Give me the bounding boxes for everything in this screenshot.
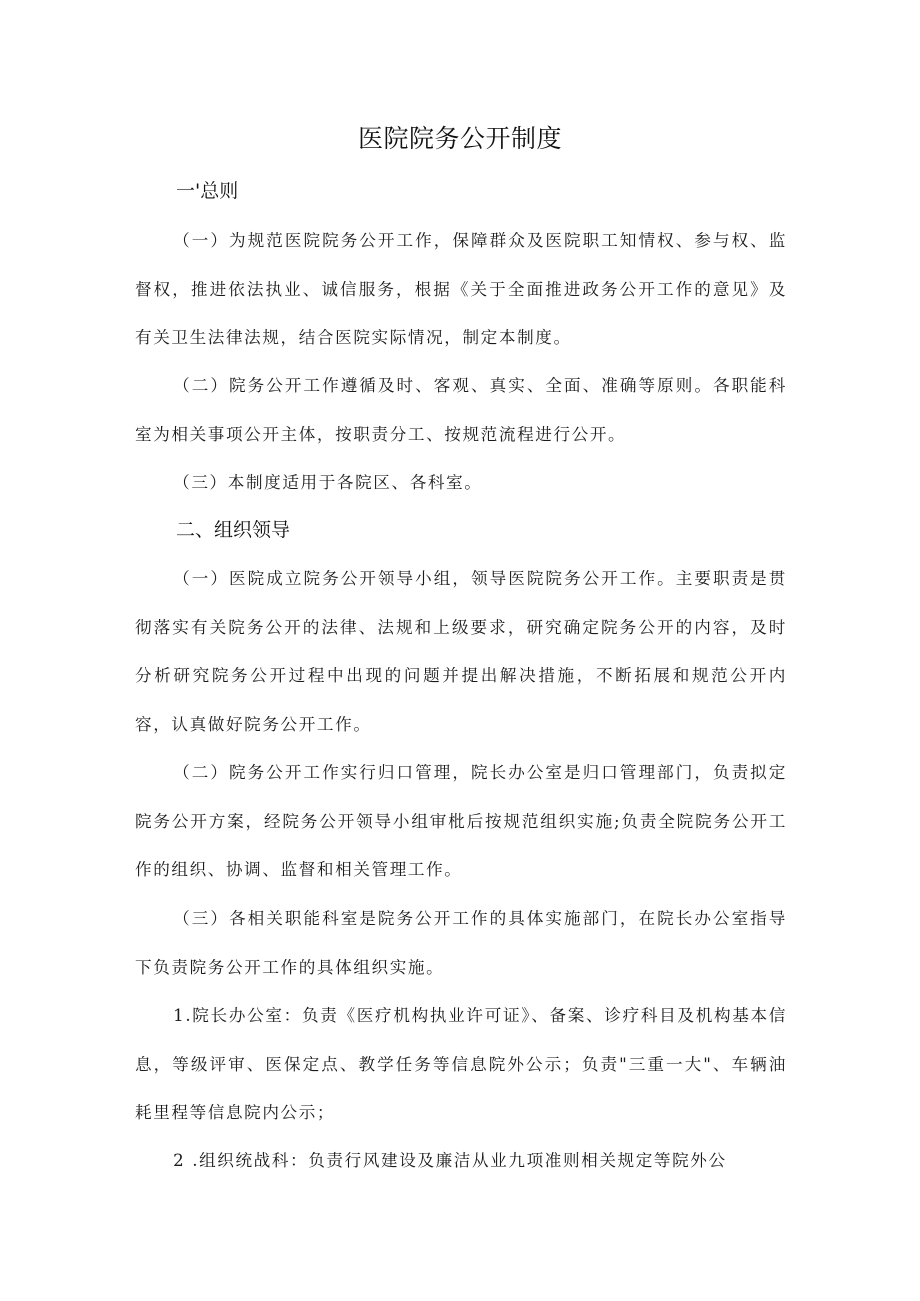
paragraph: （一）为规范医院院务公开工作，保障群众及医院职工知情权、参与权、监督权，推进依法执业、诚信服务，根据《关于全面推进政务公开工作的意见》及有关卫生法律法规，结合医院实际情况，制定本制度。 [135,231,787,347]
paragraph: （二）院务公开工作实行归口管理，院长办公室是归口管理部门，负责拟定院务公开方案，经院务公开领导小组审枇后按规范组织实施;负责全院院务公开工作的组织、协调、监督和相关管理工作。 [135,763,787,879]
paragraph: （一）医院成立院务公开领导小组，领导医院院务公开工作。主要职责是贯彻落实有关院务公开的法律、法规和上级要求，研究确定院务公开的内容，及时分析研究院务公开过程中出现的问题并提出解决措施，不断拓展和规范公开内容，认真做好院务公开工作。 [135,569,787,734]
paragraph: （三）本制度适用于各院区、各科室。 [173,473,483,492]
paragraph: 1.院长办公室：负责《医疗机构执业许可证》、备案、诊疗科目及机构基本信息，等级评审、医保定点、教学任务等信息院外公示；负责"三重一大"、车辆油耗里程等信息院内公示； [135,1006,787,1122]
section-heading-general: 一'总则 [176,180,239,202]
section-heading-organization: 二、组织领导 [176,519,291,541]
paragraph: （三）各相关职能科室是院务公开工作的具体实施部门，在院长办公室指导下负责院务公开工作的具体组织实施。 [135,909,787,977]
paragraph: 2 .组织统战科：负责行风建设及廉洁从业九项准则相关规定等院外公 [173,1151,727,1170]
document-title: 医院院务公开制度 [357,124,562,153]
paragraph: （二）院务公开工作遵循及时、客观、真实、全面、准确等原则。各职能科室为相关事项公开主体，按职责分工、按规范流程进行公开。 [135,376,787,444]
